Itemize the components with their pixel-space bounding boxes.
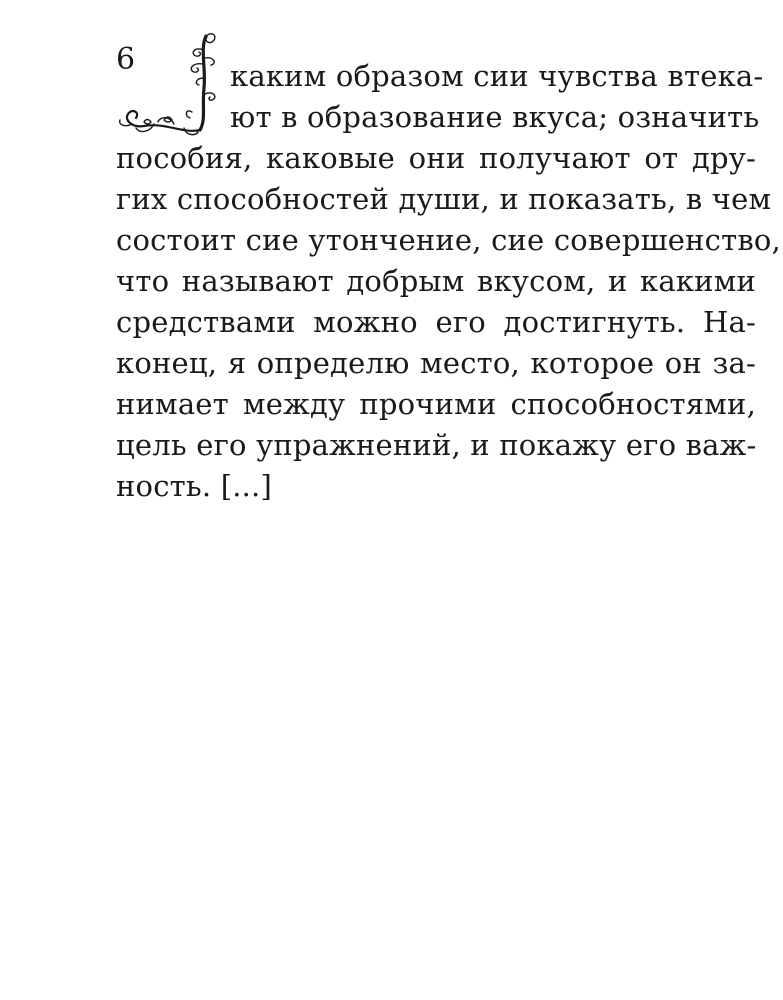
text-line: нимает между прочими способностями, — [116, 387, 756, 421]
text-line: пособия, каковые они получают от дру- — [116, 141, 756, 175]
text-line: средствами можно его достигнуть. На- — [116, 305, 756, 339]
page-number: 6 — [116, 42, 136, 77]
text-line: состоит сие утончение, сие совершенство, — [116, 223, 781, 257]
text-line: цель его упражнений, и покажу его важ- — [116, 428, 757, 462]
text-line: что называют добрым вкусом, и какими — [116, 264, 756, 298]
text-line: каким образом сии чувства втека- — [230, 59, 764, 93]
text-line: гих способностей души, и показать, в чем — [116, 182, 772, 216]
text-line: конец, я определю место, которое он за- — [116, 346, 756, 380]
text-line: ность. [...] — [116, 469, 272, 503]
text-line: ют в образование вкуса; означить — [230, 100, 760, 134]
body-text — [116, 56, 781, 507]
